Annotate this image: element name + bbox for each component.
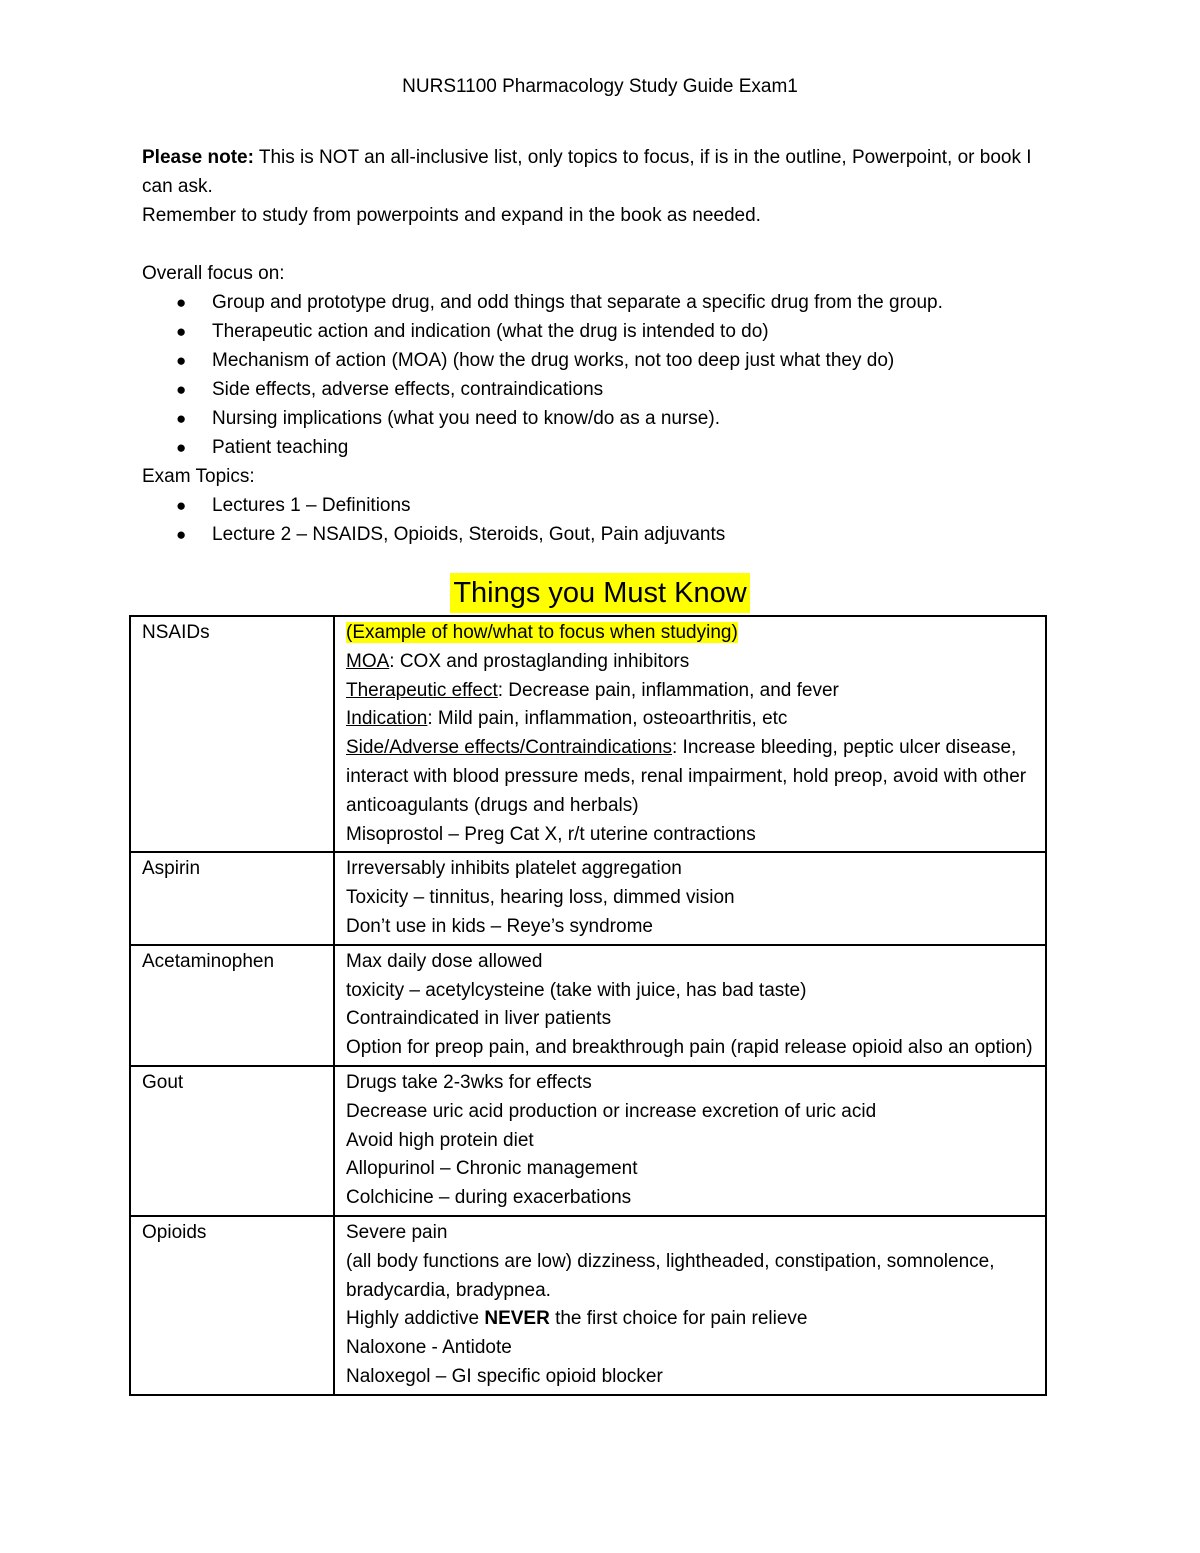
therapeutic-label: Therapeutic effect <box>346 679 498 701</box>
drug-details-cell: Max daily dose allowed toxicity – acetylcysteine (take with juice, has bad taste) Contraindicated in liver patients Option for preop pain, and breakthrough pain (rapid release opioid also an option) <box>334 945 1046 1066</box>
drug-name-cell: Gout <box>130 1066 334 1216</box>
drug-details-cell: (Example of how/what to focus when studying) MOA: COX and prostaglanding inhibitors Therapeutic effect: Decrease pain, inflammation, and fever Indication: Mild pain, inflammation, osteoarthritis, etc Side/Adverse effects/Contraindications: Increase bleeding, peptic ulcer disease, interact with blood pressure meds, renal impairment, hold preop, avoid with other anticoagulants (drugs and herbals) Misoprostol – Preg Cat X, r/t uterine contractions <box>334 616 1046 852</box>
bullet-icon: ● <box>176 496 187 515</box>
bullet-icon: ● <box>176 322 187 341</box>
moa-label: MOA <box>346 650 390 672</box>
drug-details-cell: Drugs take 2-3wks for effects Decrease uric acid production or increase excretion of uric acid Avoid high protein diet Allopurinol – Chronic management Colchicine – during exacerbations <box>334 1066 1046 1216</box>
drug-details-cell: Severe pain (all body functions are low) dizziness, lightheaded, constipation, somnolence, bradycardia, bradypnea. Highly addictive NEVER the first choice for pain relieve Naloxone - Antidote Naloxegol – GI specific opioid blocker <box>334 1216 1046 1395</box>
table-row <box>130 1216 1046 1395</box>
list-item: ● Group and prototype drug, and odd things that separate a specific drug from the group. <box>142 288 1062 317</box>
never-emphasis: NEVER <box>484 1308 550 1330</box>
list-item: ● Lecture 2 – NSAIDS, Opioids, Steroids, Gout, Pain adjuvants <box>142 520 1062 549</box>
bullet-icon: ● <box>176 525 187 544</box>
table-row <box>130 616 1046 852</box>
bullet-icon: ● <box>176 380 187 399</box>
exam-topics-heading: Exam Topics: <box>142 466 255 487</box>
indication-label: Indication <box>346 708 428 730</box>
focus-heading: Overall focus on: <box>142 263 285 284</box>
drug-name-cell: Opioids <box>130 1216 334 1395</box>
must-know-heading <box>0 573 1200 615</box>
document-title: NURS1100 Pharmacology Study Guide Exam1 <box>402 76 798 97</box>
focus-list <box>142 288 1062 462</box>
drug-name-cell: Aspirin <box>130 852 334 944</box>
drug-name-cell: NSAIDs <box>130 616 334 852</box>
list-item: ● Lectures 1 – Definitions <box>142 491 1062 520</box>
table-row <box>130 852 1046 944</box>
bullet-icon: ● <box>176 409 187 428</box>
table-row <box>130 1066 1046 1216</box>
blank-line <box>142 230 1062 259</box>
please-note-label: Please note: <box>142 147 254 168</box>
list-item: ● Side effects, adverse effects, contraindications <box>142 375 1062 404</box>
bullet-icon: ● <box>176 351 187 370</box>
side-effects-label: Side/Adverse effects/Contraindications <box>346 737 672 759</box>
please-note-paragraph <box>142 143 1062 201</box>
list-item: ● Mechanism of action (MOA) (how the drug works, not too deep just what they do) <box>142 346 1062 375</box>
remember-note: Remember to study from powerpoints and expand in the book as needed. <box>142 205 761 226</box>
bullet-icon: ● <box>176 438 187 457</box>
intro-section <box>142 143 1062 549</box>
example-highlight: (Example of how/what to focus when studying) <box>346 622 738 643</box>
exam-topics-list <box>142 491 1062 549</box>
please-note-text: This is NOT an all-inclusive list, only topics to focus, if is in the outline, Powerpoint, or book I can ask. <box>142 147 1032 197</box>
list-item: ● Therapeutic action and indication (what the drug is intended to do) <box>142 317 1062 346</box>
table-row <box>130 945 1046 1066</box>
topics-table <box>129 615 1047 1396</box>
drug-name-cell: Acetaminophen <box>130 945 334 1066</box>
list-item: ● Nursing implications (what you need to know/do as a nurse). <box>142 404 1062 433</box>
bullet-icon: ● <box>176 293 187 312</box>
must-know-title: Things you Must Know <box>450 573 749 613</box>
drug-details-cell: Irreversably inhibits platelet aggregation Toxicity – tinnitus, hearing loss, dimmed vision Don’t use in kids – Reye’s syndrome <box>334 852 1046 944</box>
list-item: ● Patient teaching <box>142 433 1062 462</box>
